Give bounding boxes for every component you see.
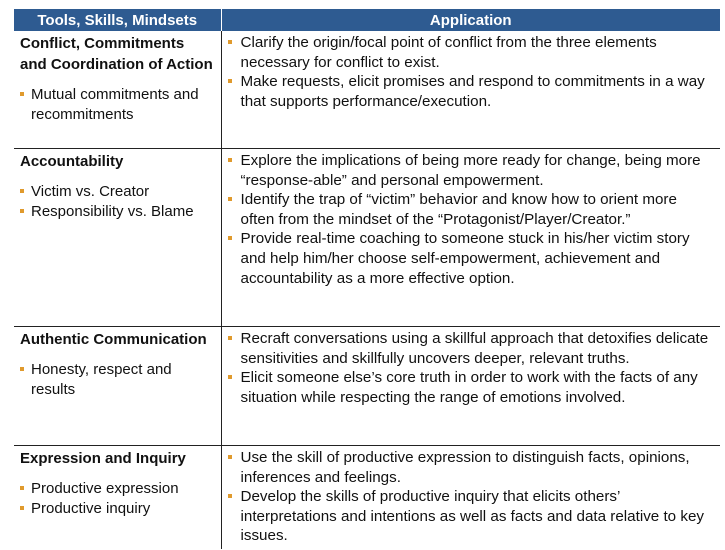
topic-item-text: Honesty, respect and results [31, 361, 172, 398]
square-bullet-icon [228, 158, 232, 162]
application-list [228, 33, 715, 111]
topic-cell [14, 149, 221, 327]
application-list [228, 329, 715, 407]
application-text: Provide real-time coaching to someone stuck in his/her victim story and help him/her choose self-empowerment, achievement and accountability as a more effective option. [240, 230, 690, 287]
application-item [228, 329, 715, 368]
topic-title: Accountability [20, 153, 124, 170]
topic-item [20, 479, 215, 499]
application-item [228, 151, 715, 190]
square-bullet-icon [20, 92, 24, 96]
topic-cell [14, 327, 221, 446]
topic-cell [14, 31, 221, 149]
header-application: Application [221, 9, 720, 31]
topic-item [20, 360, 215, 400]
table-header-row [14, 9, 720, 31]
application-list [228, 448, 715, 546]
topic-item-list [20, 85, 215, 125]
application-text: Make requests, elicit promises and respond to commitments in a way that supports performance/execution. [240, 73, 705, 110]
square-bullet-icon [228, 79, 232, 83]
header-tools-skills-mindsets: Tools, Skills, Mindsets [14, 9, 221, 31]
topic-title: Expression and Inquiry [20, 450, 186, 467]
application-cell [221, 327, 720, 446]
square-bullet-icon [20, 189, 24, 193]
application-cell [221, 446, 720, 550]
square-bullet-icon [228, 336, 232, 340]
square-bullet-icon [20, 506, 24, 510]
topic-item-text: Productive inquiry [31, 499, 151, 517]
topic-item-text: Productive expression [31, 480, 179, 497]
topic-item [20, 182, 215, 202]
table-row [14, 149, 720, 327]
application-item [228, 72, 715, 111]
topic-item-list [20, 182, 215, 222]
application-item [228, 487, 715, 546]
square-bullet-icon [228, 197, 232, 201]
square-bullet-icon [20, 209, 24, 213]
application-cell [221, 149, 720, 327]
application-text: Identify the trap of “victim” behavior and know how to orient more often from the mindset of the “Protagonist/Player/Creator.” [240, 191, 677, 228]
application-text: Clarify the origin/focal point of conflict from the three elements necessary for conflict to exist. [240, 34, 657, 71]
application-item [228, 368, 715, 407]
application-item [228, 190, 715, 229]
topic-item [20, 499, 215, 519]
application-item [228, 229, 715, 288]
application-text: Elicit someone else’s core truth in order to work with the facts of any situation while respecting the range of emotions involved. [240, 369, 698, 406]
square-bullet-icon [228, 375, 232, 379]
topic-item-text: Responsibility vs. Blame [31, 202, 194, 220]
topic-item [20, 85, 215, 125]
application-item [228, 448, 715, 487]
table-row [14, 446, 720, 550]
skills-table [14, 9, 720, 549]
application-list [228, 151, 715, 288]
square-bullet-icon [228, 40, 232, 44]
square-bullet-icon [20, 486, 24, 490]
topic-item-list [20, 479, 215, 519]
topic-item-text: Mutual commitments and recommitments [31, 86, 199, 123]
table-row [14, 31, 720, 149]
application-cell [221, 31, 720, 149]
application-text: Recraft conversations using a skillful approach that detoxifies delicate sensitivities and skillfully uncovers deeper, relevant truths. [240, 330, 709, 367]
topic-title: Authentic Communication [20, 331, 207, 348]
topic-item [20, 202, 215, 222]
square-bullet-icon [20, 367, 24, 371]
square-bullet-icon [228, 236, 232, 240]
topic-item-text: Victim vs. Creator [31, 183, 150, 200]
topic-cell [14, 446, 221, 550]
square-bullet-icon [228, 455, 232, 459]
application-text: Develop the skills of productive inquiry that elicits others’ interpretations and intentions as well as facts and data relative to key issues. [240, 488, 704, 545]
square-bullet-icon [228, 494, 232, 498]
application-text: Explore the implications of being more ready for change, being more “response-able” and personal empowerment. [240, 152, 701, 189]
table-row [14, 327, 720, 446]
topic-item-list [20, 360, 215, 400]
topic-title: Conflict, Commitments and Coordination of Action [20, 35, 213, 73]
application-item [228, 33, 715, 72]
application-text: Use the skill of productive expression to distinguish facts, opinions, inferences and feelings. [240, 449, 690, 486]
